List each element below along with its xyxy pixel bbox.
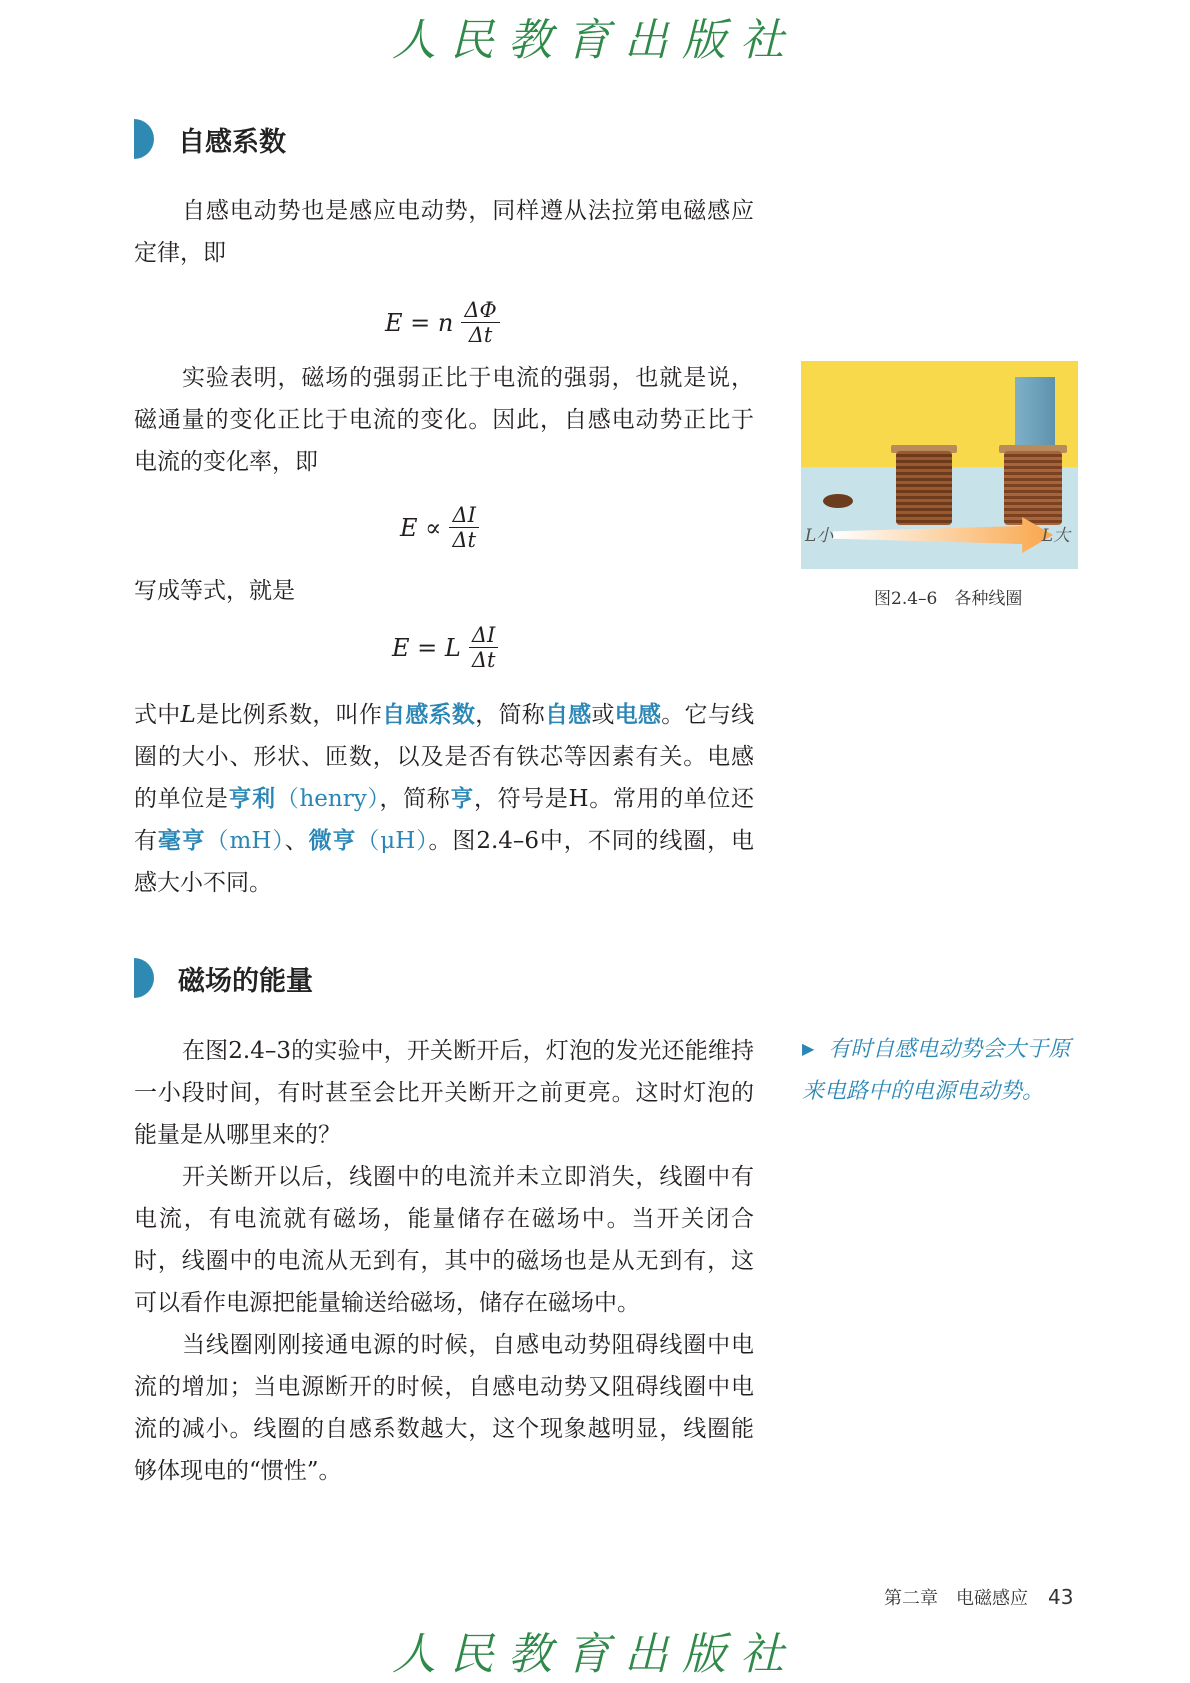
paragraph <box>134 570 754 612</box>
term-self-inductance: 自感 <box>544 702 592 728</box>
fraction-denominator: Δt <box>468 323 493 347</box>
formula-lhs: E = L <box>392 633 461 662</box>
fraction <box>461 298 499 347</box>
text-run: ，简称 <box>379 786 451 812</box>
text-run: 。它与线圈的大小、形状、匝数，以及是否有铁芯等因素有关。电感的单位是 <box>134 702 755 812</box>
chapter-label: 第二章 电磁感应 <box>884 1588 1028 1609</box>
label-l-large: L大 <box>1041 526 1070 546</box>
fraction-denominator: Δt <box>452 528 476 552</box>
term-heng: 亨 <box>450 786 475 812</box>
paragraph-inductance-definition <box>134 694 754 904</box>
paragraph-text: 自感电动势也是感应电动势，同样遵从法拉第电磁感应定律，即 <box>134 198 754 266</box>
page-number: 43 <box>1048 1585 1074 1609</box>
fraction-numerator: ΔI <box>449 503 478 528</box>
text-run: 。图2.4–6中，不同的线圈，电感大小不同。 <box>134 828 755 896</box>
fraction-numerator: ΔΦ <box>461 298 499 323</box>
section-title: 磁场的能量 <box>178 965 313 997</box>
iron-core <box>1015 377 1055 451</box>
label-l-small: L小 <box>805 526 834 546</box>
text-run: ，简称 <box>475 702 545 728</box>
formula-lhs: E ∝ <box>400 513 442 542</box>
term-self-inductance-coefficient: 自感系数 <box>382 702 476 728</box>
paragraph-magnetic-energy <box>134 1030 754 1492</box>
term-millihenry: 毫亨 <box>157 828 206 854</box>
publisher-logo-top: 人民教育出版社 <box>392 15 798 66</box>
section-marker-icon <box>134 958 154 998</box>
english-mh: （mH） <box>205 828 285 854</box>
paragraph <box>134 190 754 274</box>
fraction-denominator: Δt <box>471 648 496 672</box>
text-run: 或 <box>591 702 615 728</box>
paragraph-text: 开关断开以后，线圈中的电流并未立即消失，线圈中有电流，有电流就有磁场，能量储存在磁场中。当开关闭合时，线圈中的电流从无到有，其中的磁场也是从无到有，这可以看作电源把能量输送给磁场，储存在磁场中。 <box>134 1164 754 1316</box>
fraction-numerator: ΔI <box>469 623 498 648</box>
formula-inductance <box>392 623 498 672</box>
formula-lhs: E = n <box>385 308 454 337</box>
term-inductance: 电感 <box>614 702 662 728</box>
page-footer <box>884 1584 1073 1610</box>
figure-coils-photo <box>801 361 1078 569</box>
formula-proportional <box>400 503 479 552</box>
paragraph-text: 写成等式，就是 <box>134 578 295 604</box>
paragraph-text: 实验表明，磁场的强弱正比于电流的强弱，也就是说，磁通量的变化正比于电流的变化。因此，自感电动势正比于电流的变化率，即 <box>134 365 754 475</box>
variable-L: L <box>180 702 196 728</box>
section-marker-icon <box>134 119 154 159</box>
coil-small <box>823 494 853 508</box>
paragraph-text: 在图2.4–3的实验中，开关断开后，灯泡的发光还能维持一小段时间，有时甚至会比开关断开之前更亮。这时灯泡的能量是从哪里来的？ <box>134 1038 754 1148</box>
text-run: 是比例系数，叫作 <box>195 702 383 728</box>
side-note <box>802 1028 1092 1113</box>
term-henry: 亨利 <box>228 786 276 812</box>
section-title: 自感系数 <box>178 126 286 158</box>
publisher-logo-bottom: 人民教育出版社 <box>392 1629 798 1680</box>
text-run: ，符号是H。常用的单位还有 <box>134 786 755 854</box>
text-run: 式中 <box>134 702 181 728</box>
coil-large <box>896 451 952 525</box>
fraction <box>469 623 499 672</box>
english-henry: （henry） <box>275 786 380 812</box>
section-heading-self-inductance <box>134 117 286 161</box>
section-heading-magnetic-energy <box>134 956 313 1000</box>
formula-faraday <box>385 298 500 347</box>
side-note-text: 有时自感电动势会大于原来电路中的电源电动势。 <box>802 1037 1071 1104</box>
coil-large-iron-core <box>1004 451 1062 525</box>
fraction <box>449 503 479 552</box>
paragraph-text: 当线圈刚刚接通电源的时候，自感电动势阻碍线圈中电流的增加；当电源断开的时候，自感电动势又阻碍线圈中电流的减小。线圈的自感系数越大，这个现象越明显，线圈能够体现电的“惯性”。 <box>134 1332 754 1484</box>
term-microhenry: 微亨 <box>308 828 357 854</box>
english-uh: （μH） <box>356 828 429 854</box>
figure-caption: 图2.4–6 各种线圈 <box>874 589 1023 609</box>
text-run: 、 <box>284 828 309 854</box>
triangle-marker-icon: ▶ <box>802 1039 815 1058</box>
paragraph <box>134 357 754 483</box>
paragraph-text <box>134 694 754 904</box>
